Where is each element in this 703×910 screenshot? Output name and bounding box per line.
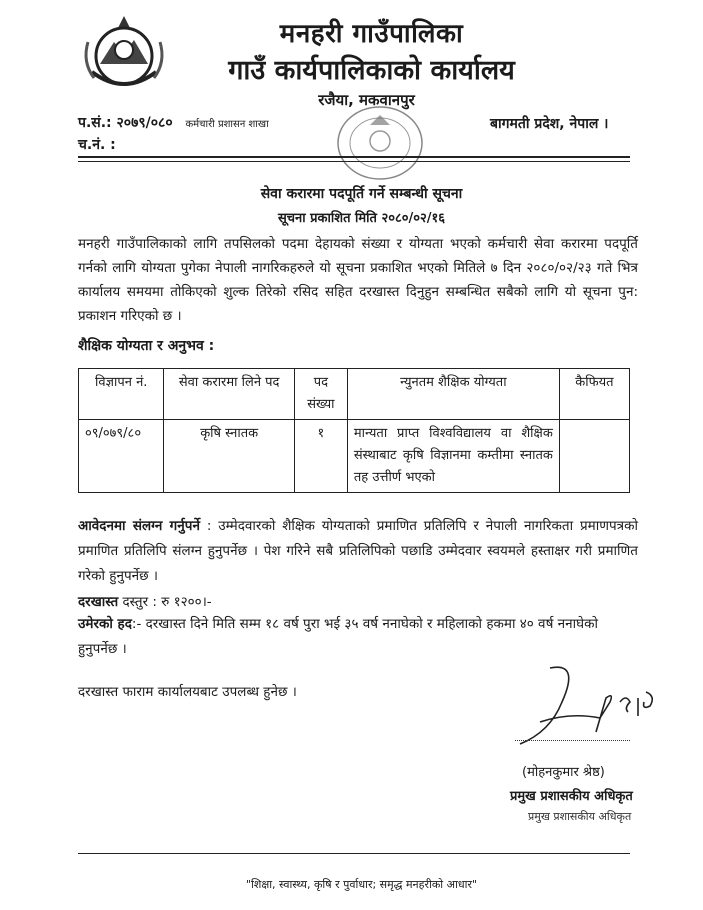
reference-line <box>78 113 269 132</box>
table-header-cell: सेवा करारमा लिने पद <box>164 369 294 420</box>
footer-slogan: "शिक्षा, स्वास्थ्य, कृषि र पुर्वाधार; समृद्ध मनहरीको आधार" <box>245 878 478 891</box>
fee-label: दरखास्त <box>78 594 119 610</box>
signature-line <box>515 740 630 741</box>
table-header-row <box>79 369 630 420</box>
reference-number: प.सं.: २०७९/०८० <box>78 115 173 131</box>
form-availability-note: दरखास्त फाराम कार्यालयबाट उपलब्ध हुनेछ । <box>78 684 297 700</box>
signatory-name: (मोहनकुमार श्रेष्ठ) <box>522 765 605 780</box>
fee-text: दस्तुर : रु १२००।- <box>118 594 212 610</box>
age-text: :- दरखास्त दिने मिति सम्म १८ वर्ष पुरा भई ३५ वर्ष ननाघेको र महिलाको हकमा ४० वर्ष ननाघेको हुनुपर्नेछ । <box>78 616 598 657</box>
dispatch-number: च.नं. : <box>78 137 116 153</box>
attachment-requirements <box>78 514 638 589</box>
table-header-cell: विज्ञापन नं. <box>79 369 164 420</box>
department-name: कर्मचारी प्रशासन शाखा <box>185 119 269 130</box>
table-cell <box>559 420 629 493</box>
office-address: रजैया, मकवानपुर <box>318 91 415 109</box>
notice-intro-paragraph: मनहरी गाउँपालिकाको लागि तपसिलको पदमा देहायको संख्या र योग्यता भएको कर्मचारी सेवा करारमा पदपूर्ति गर्नको लागि योग्यता पुगेका नेपाली नागरिकहरुले यो सूचना प्रकाशित भएको मितिले ७ दिन २०८०/०२/२३ गते भित्र कार्यालय समयमा तोकिएको शुल्क तिरेको रसिद सहित दरखास्त दिनुहुन सम्बन्धित सबैको लागि यो सूचना पुन: प्रकाशन गरिएको छ । <box>78 236 638 324</box>
handwritten-signature-icon <box>510 662 670 752</box>
attachment-text: : उम्मेदवारको शैक्षिक योग्यताको प्रमाणित प्रतिलिपि र नेपाली नागरिकता प्रमाणपत्रको प्रमाणित प्रतिलिपि संलग्न हुनुपर्नेछ । पेश गरिने सबै प्रतिलिपिको पछाडि उम्मेदवार स्वयमले हस्ताक्षर गरी प्रमाणित गरेको हुनुपर्नेछ । <box>78 518 638 584</box>
qualification-heading: शैक्षिक योग्यता र अनुभव : <box>78 338 215 354</box>
age-limit <box>78 612 638 662</box>
table-row <box>79 420 630 493</box>
table-header-cell: कैफियत <box>559 369 629 420</box>
notice-title: सेवा करारमा पदपूर्ति गर्ने सम्बन्धी सूचना <box>260 186 463 202</box>
signatory-title: प्रमुख प्रशासकीय अधिकृत <box>510 789 633 804</box>
table-header-cell: न्युनतम शैक्षिक योग्यता <box>347 369 559 420</box>
header-divider <box>78 156 630 162</box>
table-header-cell: पद संख्या <box>294 369 347 420</box>
application-fee <box>78 590 638 614</box>
office-title: गाउँ कार्यपालिकाको कार्यालय <box>228 55 515 86</box>
table-cell: मान्यता प्राप्त विश्वविद्यालय वा शैक्षिक संस्थाबाट कृषि विज्ञानमा कम्तीमा स्नातक तह उत्तीर्ण भएको <box>347 420 559 493</box>
attachment-label: आवेदनमा संलग्न गर्नुपर्ने <box>78 518 200 534</box>
footer-divider <box>78 853 630 854</box>
office-stamp-icon <box>330 95 430 185</box>
province-text: बागमती प्रदेश, नेपाल । <box>490 116 609 132</box>
signatory-seal: प्रमुख प्रशासकीय अधिकृत <box>528 810 632 823</box>
age-label: उमेरको हद <box>78 616 132 632</box>
table-cell: १ <box>294 420 347 493</box>
vacancy-table <box>78 368 630 493</box>
notice-published-date: सूचना प्रकाशित मिति २०८०/०२/१६ <box>277 211 446 226</box>
table-cell: ०९/०७९/८० <box>79 420 164 493</box>
table-cell: कृषि स्नातक <box>164 420 294 493</box>
office-name: मनहरी गाउँपालिका <box>279 19 464 49</box>
